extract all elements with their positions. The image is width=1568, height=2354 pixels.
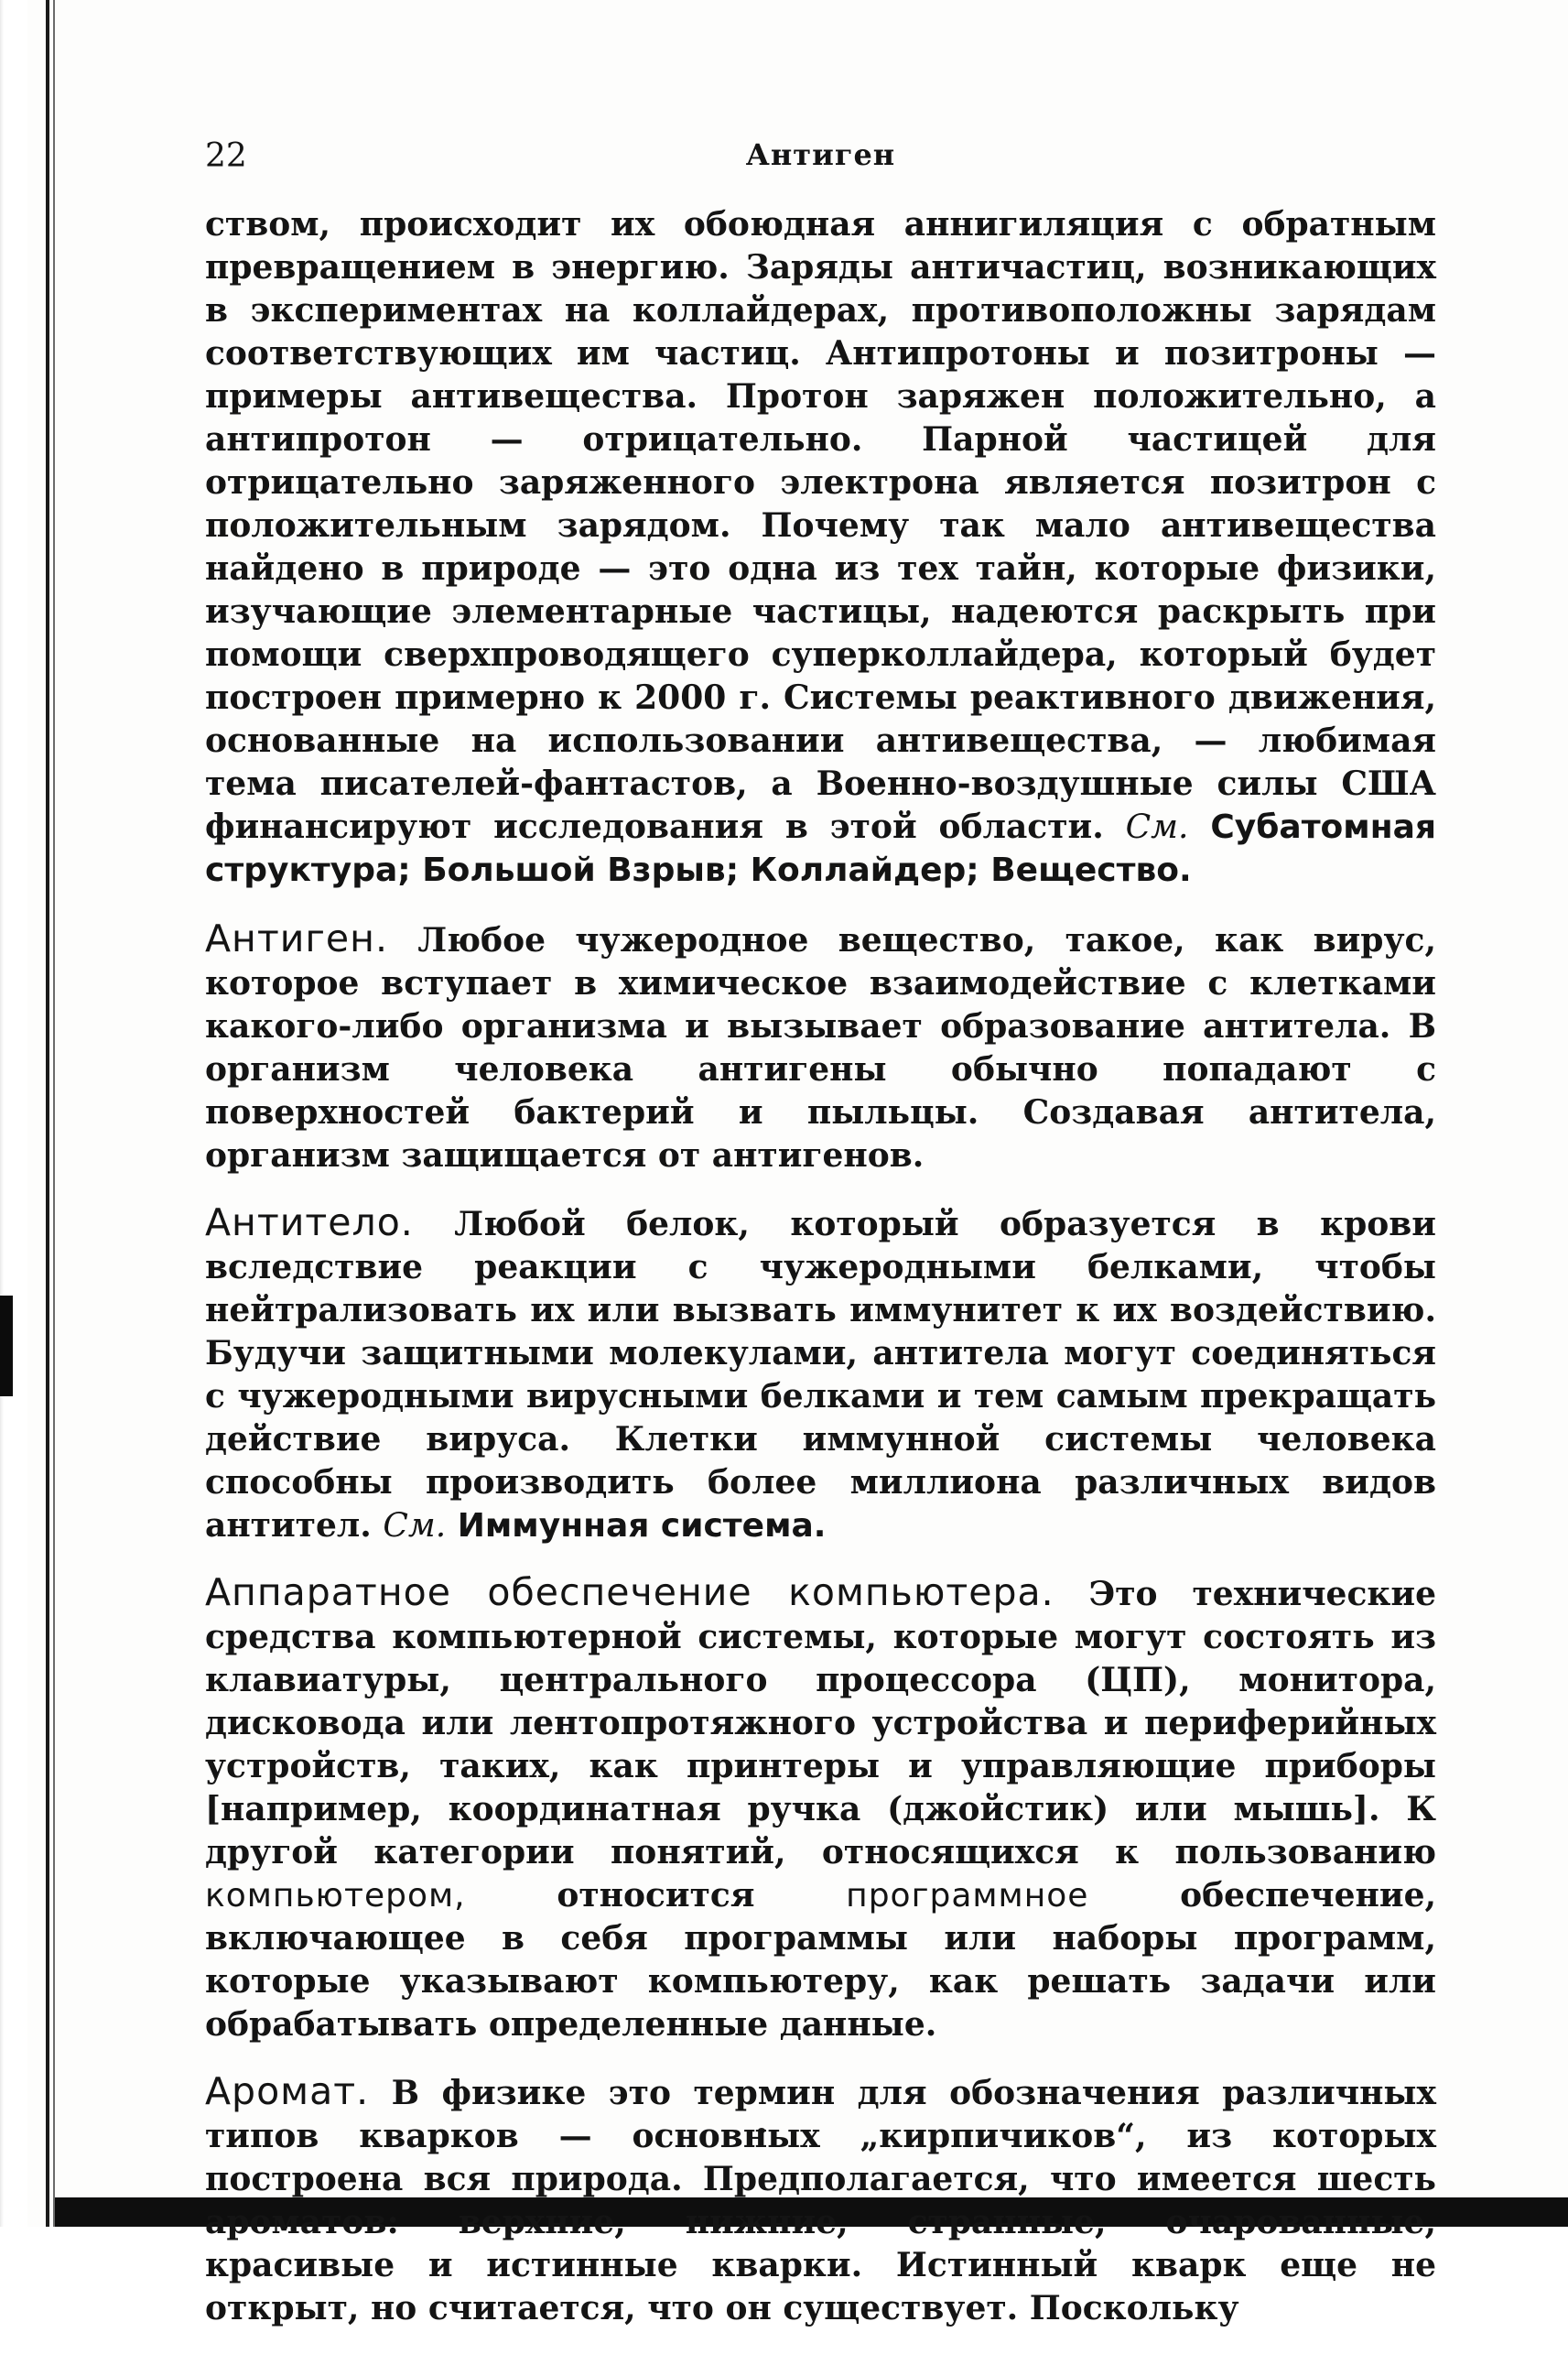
entry-definition: Это технические средства компьютерной системы, которые могут состоять из клавиатуры, центрального процессора (ЦП), монитора, дисковода или лентопротяжного устройства и периферийных устройств, таких, как принтеры и управляющие приборы [например, координатная ручка (джойстик) или мышь]. К другой категории понятий, относящихся к пользованию <box>205 1575 1436 1871</box>
entry-computer-hardware <box>205 1571 1436 2046</box>
scan-edge-left <box>0 0 27 2227</box>
entry-term: Аппаратное обеспечение компьютера. <box>205 1570 1054 1614</box>
see-references: Иммунная система. <box>457 1507 827 1545</box>
entry-definition: Любое чужеродное вещество, такое, как вирус, которое вступает в химическое взаимодействие с клетками какого-либо организма и вызывает образование антитела. В организм человека антигены обычно попадают с поверхностей бактерий и пыльцы. Создавая антитела, организм защищается от антигенов. <box>205 921 1436 1175</box>
page-body <box>205 203 1436 2354</box>
entry-term: Антитело. <box>205 1200 414 1244</box>
see-label: См. <box>383 1507 447 1545</box>
running-head: Антиген <box>745 137 896 172</box>
scan-edge-mark <box>0 1296 13 1396</box>
entry-term: Аромат. <box>205 2069 370 2113</box>
scan-binding-line <box>46 0 49 2227</box>
entry-definition: Любой белок, который образуется в крови вследствие реакции с чужеродными белками, чтобы нейтрализовать их или вызвать иммунитет к их воздействию. Будучи защитными молекулами, антитела могут соединяться с чужеродными вирусными белками и тем самым прекращать действие вируса. Клетки иммунной системы человека способны производить более миллиона различных видов антител. <box>205 1205 1436 1545</box>
entry-definition: обеспечение, включающее в себя программы или наборы программ, которые указывают компьютеру, как решать задачи или обрабатывать определенные данные. <box>205 1876 1436 2044</box>
entry-term: Антиген. <box>205 917 388 960</box>
entry-antigen <box>205 917 1436 1177</box>
entry-flavor <box>205 2070 1436 2330</box>
continuation-paragraph <box>205 203 1436 892</box>
page-header <box>205 137 1436 183</box>
entry-definition: В физике это термин для обозначения различных типов кварков — основных „кирпичиков“, из которых построена вся природа. Предполагается, что имеется шесть ароматов: верхние, нижние, странные, очарованные, красивые и истинные кварки. Истинный кварк еще не открыт, но считается, что он существует. Поскольку <box>205 2074 1436 2327</box>
see-references: Субатомная структура; Большой Взрыв; Коллайдер; Вещество. <box>205 808 1436 889</box>
scan-binding-line-thin <box>53 0 55 2227</box>
inline-term: программное <box>846 1877 1089 1915</box>
continuation-text: ством, происходит их обоюдная аннигиляция с обратным превращением в энергию. Заряды античастиц, возникающих в экспериментах на коллайдерах, противоположны зарядам соответствующих им частиц. Антипротоны и позитроны — примеры антивещества. Протон заряжен положительно, а антипротон — отрицательно. Парной частицей для отрицательно заряженного электрона является позитрон с положительным зарядом. Почему так мало антивещества найдено в природе — это одна из тех тайн, которые физики, изучающие элементарные частицы, надеются раскрыть при помощи сверхпроводящего суперколлайдера, который будет построен примерно к 2000 г. Системы реактивного движения, основанные на использовании антивещества, — любимая тема писателей-фантастов, а Военно-воздушные силы США финансируют исследования в этой области. <box>205 205 1436 846</box>
see-label: См. <box>1125 808 1189 846</box>
page-number: 22 <box>205 137 247 175</box>
entry-antibody <box>205 1201 1436 1547</box>
entry-definition: относится <box>557 1876 755 1915</box>
inline-term: компьютером, <box>205 1877 466 1915</box>
